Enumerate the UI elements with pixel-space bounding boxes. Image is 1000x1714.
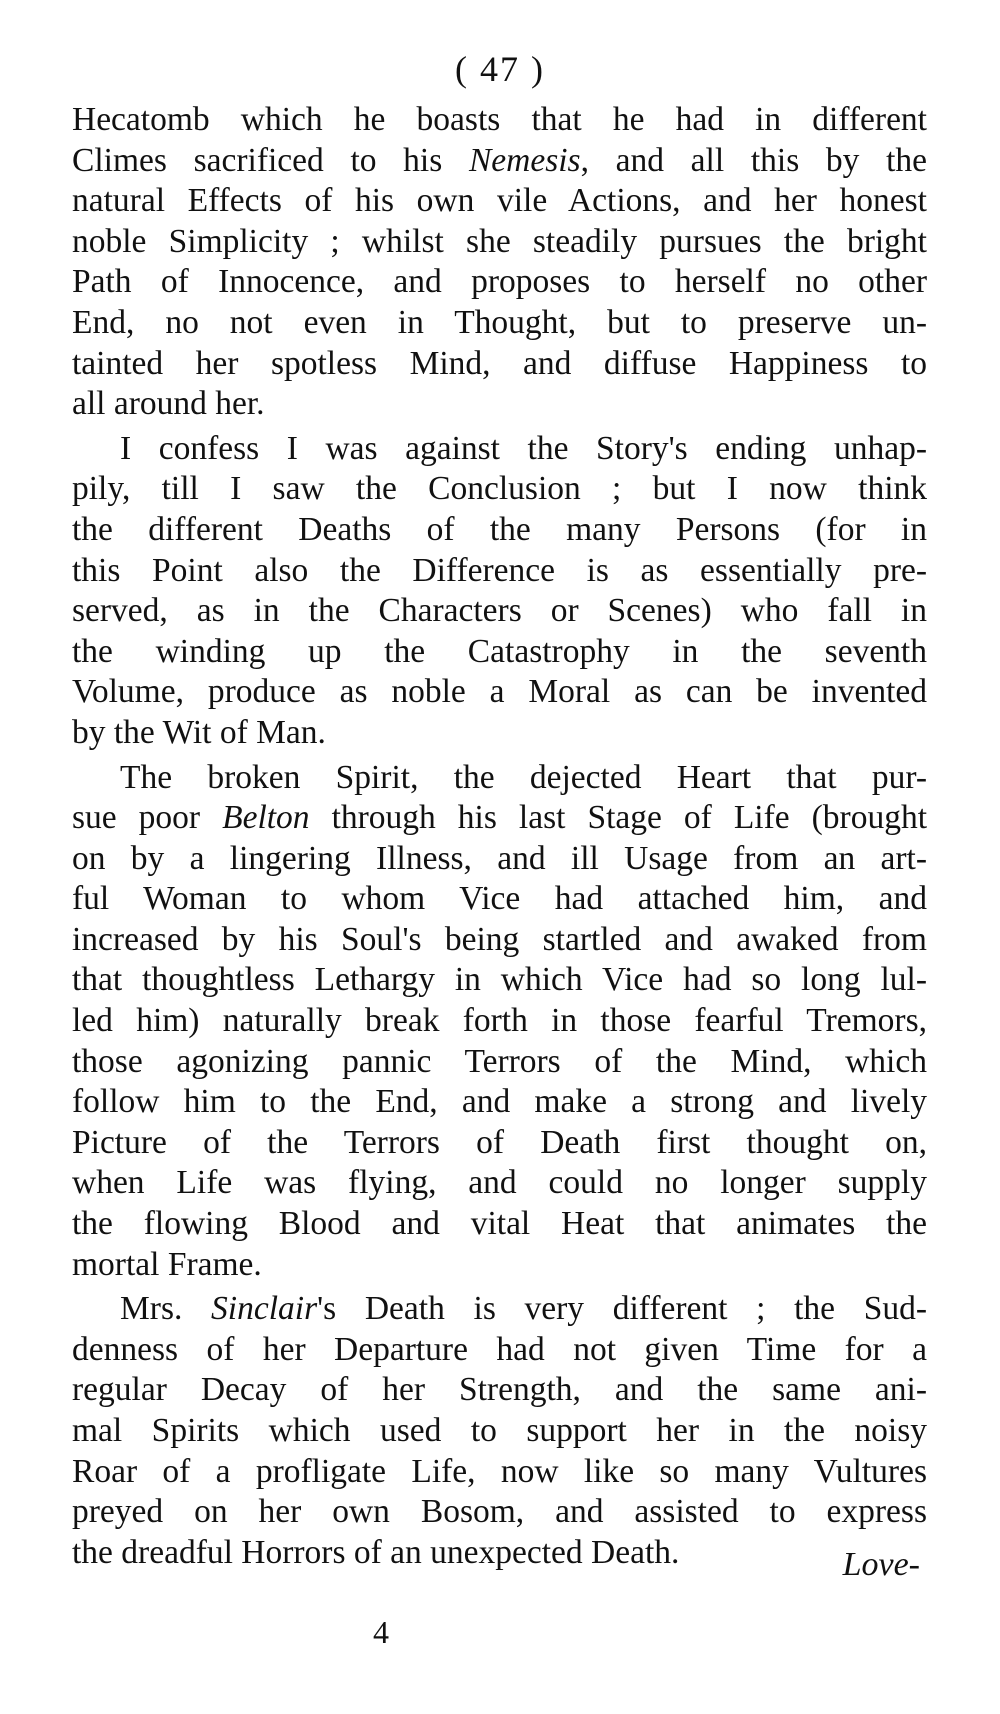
text-line: mortal Frame. <box>72 1245 262 1283</box>
text-line: the dreadful Horrors of an unexpected Death. <box>72 1533 680 1571</box>
text-line: I confess I was against the Story's ending unhap- <box>120 429 927 467</box>
text-line: sue poor Belton through his last Stage of Life (brought <box>72 799 928 837</box>
text-line: Path of Innocence, and proposes to herself no other <box>72 263 927 301</box>
text-line: served, as in the Characters or Scenes) who fall in <box>72 592 927 630</box>
text-line: when Life was flying, and could no longer supply <box>72 1164 927 1202</box>
paragraph <box>72 1289 927 1573</box>
paragraph <box>72 100 927 425</box>
text-line: mal Spirits which used to support her in the noisy <box>72 1412 927 1449</box>
text-line: Volume, produce as noble a Moral as can be invented <box>72 673 927 711</box>
paragraph <box>72 429 927 754</box>
text-line: regular Decay of her Strength, and the same ani- <box>72 1371 927 1409</box>
text-line: Roar of a profligate Life, now like so many Vultures <box>72 1452 927 1490</box>
text-line: the flowing Blood and vital Heat that animates the <box>72 1205 927 1243</box>
text-line: preyed on her own Bosom, and assisted to express <box>72 1493 927 1531</box>
paragraph <box>72 758 927 1286</box>
text-line: tainted her spotless Mind, and diffuse Happiness to <box>72 344 927 382</box>
text-line: follow him to the End, and make a strong and lively <box>72 1083 927 1121</box>
text-line: denness of her Departure had not given Time for a <box>72 1330 927 1368</box>
text-line: Climes sacrificed to his Nemesis, and all this by the <box>72 141 927 179</box>
text-line: by the Wit of Man. <box>72 713 326 751</box>
catchword: Love- <box>842 1546 920 1583</box>
text-line: all around her. <box>72 385 265 423</box>
text-line: pily, till I saw the Conclusion ; but I now think <box>72 470 927 508</box>
text-line: the different Deaths of the many Persons (for in <box>72 510 927 548</box>
text-line: The broken Spirit, the dejected Heart that pur- <box>120 758 927 796</box>
body-text <box>72 100 927 1577</box>
text-line: the winding up the Catastrophy in the seventh <box>72 632 927 670</box>
text-line: natural Effects of his own vile Actions, and her honest <box>72 182 927 220</box>
text-line: that thoughtless Lethargy in which Vice had so long lul- <box>72 961 927 999</box>
text-line: this Point also the Difference is as essentially pre- <box>72 551 927 589</box>
text-line: led him) naturally break forth in those fearful Tremors, <box>72 1002 927 1040</box>
text-line: Mrs. Sinclair's Death is very different ; the Sud- <box>120 1290 927 1328</box>
text-line: noble Simplicity ; whilst she steadily pursues the bright <box>72 222 927 260</box>
text-line: ful Woman to whom Vice had attached him, and <box>72 880 927 918</box>
text-line: Hecatomb which he boasts that he had in different <box>72 101 927 138</box>
text-line: increased by his Soul's being startled and awaked from <box>72 920 927 958</box>
text-line: End, no not even in Thought, but to preserve un- <box>72 303 927 341</box>
text-line: on by a lingering Illness, and ill Usage from an art- <box>72 839 927 877</box>
page-number: ( 47 ) <box>455 49 545 89</box>
signature-mark: 4 <box>373 1614 389 1650</box>
text-line: Picture of the Terrors of Death first thought on, <box>72 1123 927 1161</box>
text-line: those agonizing pannic Terrors of the Mind, which <box>72 1042 927 1080</box>
